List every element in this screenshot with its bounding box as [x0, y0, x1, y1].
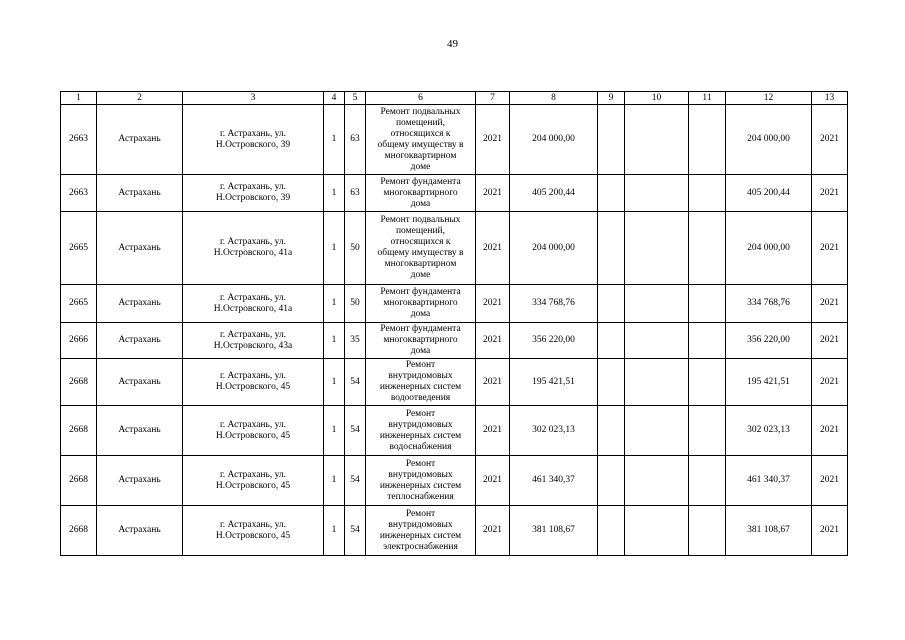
work-type-cell-line: Ремонт фундамента — [380, 287, 461, 297]
address-cell — [183, 175, 324, 212]
work-type-cell-line: доме — [410, 270, 431, 280]
col9-cell — [598, 212, 625, 285]
work-type-cell-line: электроснабжения — [383, 541, 458, 552]
work-type-cell-line: Ремонт подвальных — [380, 215, 461, 225]
total-cost-cell: 356 220,00 — [510, 323, 598, 359]
col5-cell: 63 — [345, 175, 366, 212]
col4-cell: 1 — [324, 105, 345, 175]
col11-cell — [689, 406, 726, 456]
cost-cell: 204 000,00 — [726, 105, 812, 175]
work-type-cell-line: инженерных систем — [379, 382, 462, 392]
table-row — [61, 359, 848, 406]
table-row — [61, 175, 848, 212]
column-header: 11 — [689, 92, 726, 105]
city-cell: Астрахань — [97, 175, 183, 212]
work-type-cell-line: Ремонт — [405, 508, 436, 519]
col11-cell — [689, 506, 726, 556]
city-cell: Астрахань — [97, 212, 183, 285]
total-cost-cell: 204 000,00 — [510, 105, 598, 175]
col10-cell — [625, 105, 689, 175]
work-type-cell — [366, 506, 476, 556]
col11-cell — [689, 456, 726, 506]
col4-cell: 1 — [324, 359, 345, 406]
col10-cell — [625, 506, 689, 556]
column-header: 13 — [812, 92, 848, 105]
work-type-cell-line: Ремонт — [405, 360, 436, 370]
col5-cell: 54 — [345, 406, 366, 456]
city-cell: Астрахань — [97, 323, 183, 359]
year-cell: 2021 — [476, 105, 510, 175]
row-number-cell: 2668 — [61, 506, 97, 556]
address-cell — [183, 506, 324, 556]
work-type-cell-line: относящихся к — [390, 128, 451, 139]
col9-cell — [598, 323, 625, 359]
work-type-cell — [366, 285, 476, 323]
address-cell — [183, 406, 324, 456]
row-number-cell: 2666 — [61, 323, 97, 359]
address-cell-line: Н.Островского, 41а — [213, 303, 293, 314]
work-type-cell-line: многоквартирного — [383, 298, 458, 308]
column-header: 12 — [726, 92, 812, 105]
cost-cell: 204 000,00 — [726, 212, 812, 285]
work-type-cell-line: теплоснабжения — [387, 491, 454, 502]
row-number-cell: 2668 — [61, 406, 97, 456]
work-type-cell-line: Ремонт фундамента — [380, 324, 461, 334]
col10-cell — [625, 406, 689, 456]
col5-cell: 54 — [345, 359, 366, 406]
completion-year-cell: 2021 — [812, 175, 848, 212]
col9-cell — [598, 359, 625, 406]
work-type-cell — [366, 175, 476, 212]
column-header: 2 — [97, 92, 183, 105]
col4-cell: 1 — [324, 323, 345, 359]
address-cell-line: Н.Островского, 43а — [213, 340, 293, 351]
work-type-cell-line: Ремонт фундамента — [380, 176, 461, 187]
work-type-cell-line: внутридомовых — [388, 519, 453, 530]
work-type-cell-line: доме — [410, 161, 431, 172]
col5-cell: 54 — [345, 456, 366, 506]
column-number-row — [61, 92, 848, 105]
completion-year-cell: 2021 — [812, 506, 848, 556]
address-cell-line: Н.Островского, 41а — [213, 248, 293, 258]
completion-year-cell: 2021 — [812, 359, 848, 406]
work-type-cell-line: водоотведения — [390, 393, 451, 403]
work-type-cell-line: многоквартирном — [384, 259, 457, 269]
col11-cell — [689, 323, 726, 359]
total-cost-cell: 405 200,44 — [510, 175, 598, 212]
col4-cell: 1 — [324, 175, 345, 212]
row-number-cell: 2663 — [61, 105, 97, 175]
table-row — [61, 212, 848, 285]
cost-cell: 461 340,37 — [726, 456, 812, 506]
address-cell-line: г. Астрахань, ул. — [219, 292, 287, 303]
work-type-cell-line: дома — [410, 309, 431, 319]
year-cell: 2021 — [476, 359, 510, 406]
completion-year-cell: 2021 — [812, 406, 848, 456]
year-cell: 2021 — [476, 212, 510, 285]
cost-cell: 334 768,76 — [726, 285, 812, 323]
col11-cell — [689, 359, 726, 406]
work-type-cell — [366, 105, 476, 175]
total-cost-cell: 302 023,13 — [510, 406, 598, 456]
work-type-cell-line: помещений, — [395, 226, 446, 236]
address-cell — [183, 285, 324, 323]
city-cell: Астрахань — [97, 406, 183, 456]
work-type-cell — [366, 212, 476, 285]
address-cell-line: Н.Островского, 39 — [215, 139, 291, 150]
col5-cell: 50 — [345, 212, 366, 285]
address-cell — [183, 456, 324, 506]
city-cell: Астрахань — [97, 359, 183, 406]
work-type-cell-line: инженерных систем — [379, 430, 462, 441]
address-cell-line: Н.Островского, 45 — [215, 530, 291, 541]
address-cell-line: г. Астрахань, ул. — [219, 329, 287, 340]
address-cell — [183, 212, 324, 285]
address-cell-line: Н.Островского, 45 — [215, 480, 291, 491]
work-type-cell — [366, 456, 476, 506]
table-row — [61, 456, 848, 506]
total-cost-cell: 195 421,51 — [510, 359, 598, 406]
col5-cell: 63 — [345, 105, 366, 175]
table-row — [61, 506, 848, 556]
work-type-cell-line: многоквартирном — [384, 150, 457, 161]
work-type-cell-line: Ремонт — [405, 408, 436, 419]
work-type-cell — [366, 406, 476, 456]
col9-cell — [598, 406, 625, 456]
table-row — [61, 406, 848, 456]
work-type-cell-line: многоквартирного — [383, 187, 458, 198]
city-cell: Астрахань — [97, 456, 183, 506]
column-header: 8 — [510, 92, 598, 105]
total-cost-cell: 381 108,67 — [510, 506, 598, 556]
col9-cell — [598, 506, 625, 556]
page-number: 49 — [447, 38, 458, 50]
work-type-cell-line: Ремонт подвальных — [380, 106, 461, 117]
work-type-cell-line: дома — [410, 198, 431, 209]
year-cell: 2021 — [476, 323, 510, 359]
row-number-cell: 2665 — [61, 212, 97, 285]
col10-cell — [625, 323, 689, 359]
work-type-cell-line: внутридомовых — [388, 469, 453, 480]
address-cell-line: г. Астрахань, ул. — [219, 469, 287, 480]
total-cost-cell: 334 768,76 — [510, 285, 598, 323]
cost-cell: 195 421,51 — [726, 359, 812, 406]
row-number-cell: 2665 — [61, 285, 97, 323]
address-cell — [183, 359, 324, 406]
work-type-cell-line: внутридомовых — [388, 371, 453, 381]
year-cell: 2021 — [476, 285, 510, 323]
work-type-cell-line: общему имуществу в — [377, 248, 464, 258]
table-header — [61, 92, 848, 105]
total-cost-cell: 461 340,37 — [510, 456, 598, 506]
table-body — [61, 105, 848, 556]
col9-cell — [598, 285, 625, 323]
year-cell: 2021 — [476, 456, 510, 506]
column-header: 9 — [598, 92, 625, 105]
row-number-cell: 2668 — [61, 359, 97, 406]
completion-year-cell: 2021 — [812, 212, 848, 285]
work-type-cell-line: общему имуществу в — [377, 139, 464, 150]
col4-cell: 1 — [324, 285, 345, 323]
work-type-cell-line: относящихся к — [390, 237, 451, 247]
table-row — [61, 323, 848, 359]
work-type-cell — [366, 359, 476, 406]
address-cell-line: Н.Островского, 45 — [215, 382, 291, 392]
address-cell-line: г. Астрахань, ул. — [219, 182, 287, 192]
completion-year-cell: 2021 — [812, 323, 848, 359]
cost-cell: 356 220,00 — [726, 323, 812, 359]
row-number-cell: 2663 — [61, 175, 97, 212]
col4-cell: 1 — [324, 506, 345, 556]
completion-year-cell: 2021 — [812, 285, 848, 323]
cost-cell: 381 108,67 — [726, 506, 812, 556]
col11-cell — [689, 105, 726, 175]
column-header: 10 — [625, 92, 689, 105]
year-cell: 2021 — [476, 506, 510, 556]
work-type-cell-line: помещений, — [395, 117, 446, 128]
work-type-cell-line: дома — [410, 346, 431, 356]
total-cost-cell: 204 000,00 — [510, 212, 598, 285]
repair-registry-table — [60, 91, 848, 556]
col9-cell — [598, 456, 625, 506]
address-cell-line: Н.Островского, 45 — [215, 430, 291, 441]
col4-cell: 1 — [324, 456, 345, 506]
column-header: 5 — [345, 92, 366, 105]
col11-cell — [689, 212, 726, 285]
col10-cell — [625, 175, 689, 212]
cost-cell: 405 200,44 — [726, 175, 812, 212]
col11-cell — [689, 175, 726, 212]
table-row — [61, 285, 848, 323]
work-type-cell-line: инженерных систем — [379, 480, 462, 491]
table-row — [61, 105, 848, 175]
work-type-cell-line: водоснабжения — [389, 441, 452, 452]
address-cell-line: г. Астрахань, ул. — [219, 128, 287, 139]
column-header: 1 — [61, 92, 97, 105]
col5-cell: 50 — [345, 285, 366, 323]
city-cell: Астрахань — [97, 506, 183, 556]
address-cell — [183, 105, 324, 175]
city-cell: Астрахань — [97, 285, 183, 323]
col10-cell — [625, 456, 689, 506]
year-cell: 2021 — [476, 175, 510, 212]
work-type-cell-line: внутридомовых — [388, 419, 453, 430]
city-cell: Астрахань — [97, 105, 183, 175]
address-cell — [183, 323, 324, 359]
col5-cell: 54 — [345, 506, 366, 556]
address-cell-line: Н.Островского, 39 — [215, 193, 291, 203]
column-header: 3 — [183, 92, 324, 105]
address-cell-line: г. Астрахань, ул. — [219, 237, 287, 247]
completion-year-cell: 2021 — [812, 105, 848, 175]
address-cell-line: г. Астрахань, ул. — [219, 371, 287, 381]
column-header: 4 — [324, 92, 345, 105]
col9-cell — [598, 175, 625, 212]
work-type-cell-line: многоквартирного — [383, 335, 458, 345]
column-header: 7 — [476, 92, 510, 105]
col10-cell — [625, 285, 689, 323]
col5-cell: 35 — [345, 323, 366, 359]
col9-cell — [598, 105, 625, 175]
col11-cell — [689, 285, 726, 323]
work-type-cell-line: Ремонт — [405, 458, 436, 469]
completion-year-cell: 2021 — [812, 456, 848, 506]
row-number-cell: 2668 — [61, 456, 97, 506]
address-cell-line: г. Астрахань, ул. — [219, 519, 287, 530]
col4-cell: 1 — [324, 212, 345, 285]
col10-cell — [625, 359, 689, 406]
column-header: 6 — [366, 92, 476, 105]
work-type-cell-line: инженерных систем — [379, 530, 462, 541]
address-cell-line: г. Астрахань, ул. — [219, 419, 287, 430]
col10-cell — [625, 212, 689, 285]
col4-cell: 1 — [324, 406, 345, 456]
year-cell: 2021 — [476, 406, 510, 456]
cost-cell: 302 023,13 — [726, 406, 812, 456]
work-type-cell — [366, 323, 476, 359]
